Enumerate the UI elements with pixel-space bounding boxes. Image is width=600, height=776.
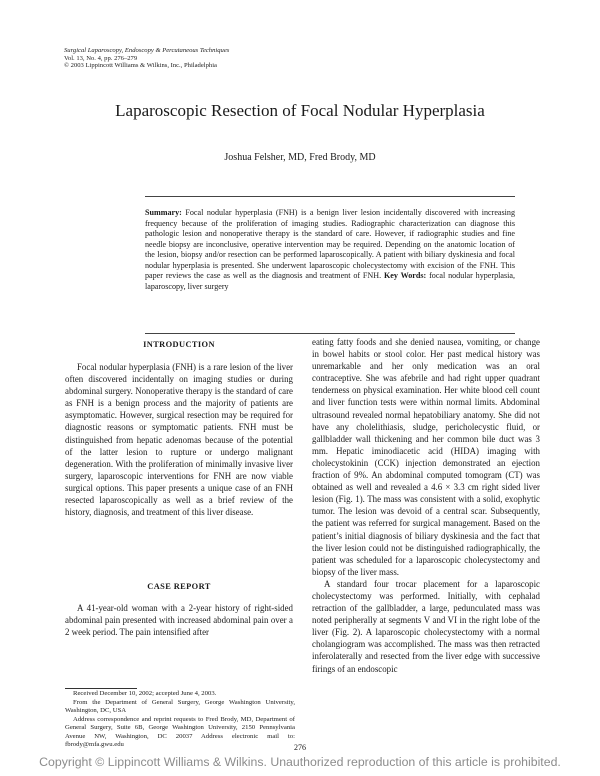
copyright-notice: Copyright © Lippincott Williams & Wilkins. Unauthorized reproduction of this article is prohibited. [39, 755, 561, 769]
footnote-received: Received December 10, 2002; accepted June 4, 2003. [73, 690, 217, 697]
case-report-heading: CASE REPORT [147, 582, 211, 591]
journal-header [64, 47, 229, 70]
keywords-label: Key Words: [383, 271, 427, 281]
summary-text: Focal nodular hyperplasia (FNH) is a benign liver lesion incidentally discovered with increasing frequency because of the proliferation of imaging studies. Radiographic characterization can diagnose this pathologic lesion and nonoperative therapy is the standard of care. However, if radiographic studies and fine needle biopsy are inconclusive, operative intervention may be required. Depending on the anatomic location of the lesion, biopsy and/or resection can be performed laparoscopically. A patient with biliary dyskinesia and focal nodular hyperplasia is presented. She underwent laparoscopic cholecystectomy with excision of the FNH. This paper reviews the case as well as the diagnosis and treatment of FNH. [145, 208, 515, 281]
case-report-paragraph-continued: eating fatty foods and she denied nausea, vomiting, or change in bowel habits or stool color. Her past medical history was unremarkable and her only medication was an oral contraceptive. She was afebrile and had right upper quadrant tenderness on physical examination. Her white blood cell count and liver function tests were within normal limits. Abdominal ultrasound revealed normal hepatobiliary anatomy. She did not have any cholelithiasis, sludge, pericholecystic fluid, or gallbladder wall thickening and her common bile duct was 3 mm. Hepatic iminodiacetic acid (HIDA) imaging with cholecystokinin (CCK) injection demonstrated an ejection fraction of 9%. An abdominal computed tomogram (CT) was obtained as well and revealed a 4.6 × 3.3 cm right sided liver lesion (Fig. 1). The mass was consistent with a solid, exophytic tumor. The lesion was devoid of a central scar. Subsequently, the patient was referred for surgical management. Based on the patient’s initial diagnosis of biliary dyskinesia and the fact that the liver lesion could not be distinguished radiographically, the patient was scheduled for a laparoscopic cholecystectomy and biopsy of the liver mass. [312, 337, 540, 577]
summary-block [145, 208, 515, 292]
introduction-paragraph: Focal nodular hyperplasia (FNH) is a rare lesion of the liver often discovered incidentally on imaging studies or during abdominal surgery. Nonoperative therapy is the standard of care as FNH is a benign process and the majority of patients are asymptomatic. However, surgical resection may be required for diagnostic reasons or symptomatic patients. FNH must be distinguished from hepatic adenomas because of the potential of the latter lesion to rupture or undergo malignant degeneration. With the proliferation of minimally invasive liver surgery, laparoscopic interventions for FNH are now viable surgical options. This paper presents a unique case of an FNH resected laparoscopically as well as a brief review of the history, diagnosis, and treatment of this liver disease. [65, 362, 293, 518]
left-column [65, 361, 293, 518]
journal-copyright: © 2003 Lippincott Williams & Wilkins, Inc., Philadelphia [64, 62, 217, 70]
footnotes [65, 690, 295, 750]
introduction-heading: INTRODUCTION [143, 340, 215, 349]
summary-label: Summary: [145, 208, 182, 217]
case-report-paragraph-start: A 41-year-old woman with a 2-year history of right-sided abdominal pain presented with increased abdominal pain over a 2 week period. The pain intensified after [65, 603, 293, 638]
summary-top-rule [145, 196, 515, 197]
journal-name: Surgical Laparoscopy, Endoscopy & Percutaneous Techniques [64, 47, 230, 54]
page-number: 276 [294, 743, 306, 752]
case-report-start [65, 602, 293, 638]
right-column [312, 336, 540, 675]
journal-volume: Vol. 13, No. 4, pp. 276–279 [64, 54, 138, 62]
procedure-paragraph: A standard four trocar placement for a laparoscopic cholecystectomy was performed. Initially, with cephalad retraction of the gallbladder, a large, pedunculated mass was noted peripherally at segments V and VI in the right lobe of the liver (Fig. 2). A laparoscopic cholecystectomy with a normal cholangiogram was accomplished. The mass was then retracted inferolaterally and resected from the liver edge with successive firings of an endoscopic [312, 578, 540, 674]
summary-bottom-rule [145, 333, 515, 334]
footnote-affiliation: From the Department of General Surgery, George Washington University, Washington, DC, USA [65, 698, 295, 714]
article-title: Laparoscopic Resection of Focal Nodular Hyperplasia [115, 101, 485, 120]
article-authors: Joshua Felsher, MD, Fred Brody, MD [224, 152, 376, 163]
keywords-text: focal nodular hyperplasia, laparoscopy, liver surgery [145, 271, 515, 291]
footnote-rule [65, 688, 137, 689]
footnote-correspondence: Address correspondence and reprint requests to Fred Brody, MD, Department of General Surgery, Suite 6B, George Washington University, 2150 Pennsylvania Avenue NW, Washington, DC 20037 Address electronic mail to: fbrody@mfa.gwu.edu [65, 715, 295, 748]
